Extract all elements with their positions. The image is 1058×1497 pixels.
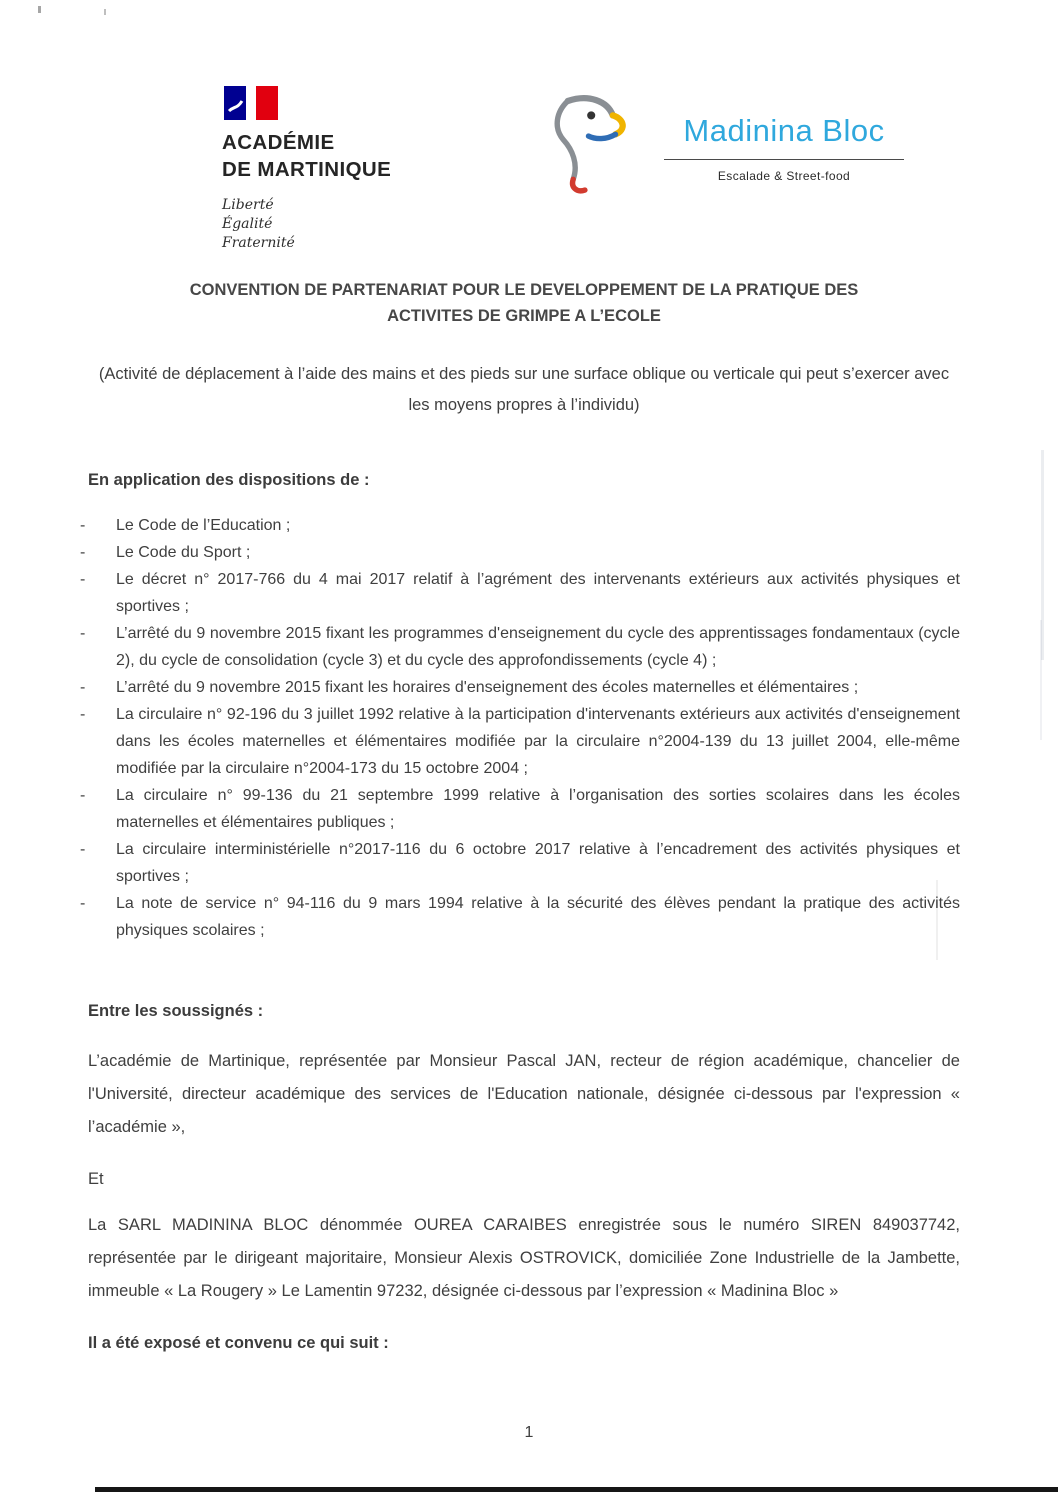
list-item-text: Le Code du Sport ; [116,544,251,561]
dash-bullet: - [80,544,86,561]
scan-artifact [936,880,938,960]
list-item-text: La circulaire n° 92-196 du 3 juillet 1992 relative à la participation d'intervenants extérieurs aux activités d'enseignement dans les écoles maternelles et élémentaires modifiée par la circulaire n°2004-139 du 13 juillet 2004, elle-même modifiée par la circulaire n°2004-173 du 15 octobre 2004 ; [116,706,960,777]
document-title-line1: CONVENTION DE PARTENARIAT POUR LE DEVELOPPEMENT DE LA PRATIQUE DES [189,281,859,299]
academie-name-line1: ACADÉMIE [222,131,335,154]
document-body [0,277,1058,1353]
list-item-text: La note de service n° 94-116 du 9 mars 1994 relative à la sécurité des élèves pendant la pratique des activités physiques scolaires ; [116,895,960,939]
scan-artifact [1040,620,1042,740]
french-flag-icon [224,86,278,120]
document-header [0,0,1058,255]
academie-name [222,129,391,183]
list-item-text: La circulaire n° 99-136 du 21 septembre 1999 relative à l’organisation des sorties scolaires dans les écoles maternelles et élémentaires publiques ; [116,787,960,831]
list-item [80,512,960,539]
dash-bullet: - [80,571,86,588]
madinina-bird-icon [538,92,630,200]
logo-divider [664,159,904,160]
list-item [80,539,960,566]
section-heading-expose: Il a été exposé et convenu ce qui suit : [88,1334,389,1352]
document-title-line2: ACTIVITES DE GRIMPE A L’ECOLE [387,307,661,325]
motto-fraternite: Fraternité [222,235,295,251]
dash-bullet: - [80,517,86,534]
dash-bullet: - [80,841,86,858]
list-item-text: La circulaire interministérielle n°2017-116 du 6 octobre 2017 relative à l’encadrement des activités physiques et sportives ; [116,841,960,885]
paragraph-sarl: La SARL MADININA BLOC dénommée OUREA CARAIBES enregistrée sous le numéro SIREN 849037742, représentée par le dirigeant majoritaire, Monsieur Alexis OSTROVICK, domiciliée Zone Industrielle de la Jambette, immeuble « La Rougery » Le Lamentin 97232, désignée ci-dessous par l’expression « Madinina Bloc » [88,1216,960,1300]
list-item [80,836,960,890]
motto-liberte: Liberté [222,197,274,213]
dash-bullet: - [80,706,86,723]
dispositions-list [80,512,960,944]
page-number: 1 [524,1424,534,1441]
list-item [80,782,960,836]
dash-bullet: - [80,787,86,804]
motto-egalite: Égalité [222,216,273,232]
madinina-bloc-logo [538,92,910,200]
section-heading-dispositions: En application des dispositions de : [88,471,370,489]
academie-motto [222,196,391,253]
madinina-tagline: Escalade & Street-food [717,169,851,183]
list-item-text: L’arrêté du 9 novembre 2015 fixant les programmes d'enseignement du cycle des apprentissages fondamentaux (cycle 2), du cycle de consolidation (cycle 3) et du cycle des approfondissements (cycle 4) ; [116,625,960,669]
document-subtitle: (Activité de déplacement à l’aide des mains et des pieds sur une surface oblique ou verticale qui peut s’exercer avec les moyens propres à l’individu) [98,365,950,414]
madinina-text-block [658,114,910,183]
paragraph-academie: L’académie de Martinique, représentée par Monsieur Pascal JAN, recteur de région académique, chancelier de l'Université, directeur académique des services de l'Education nationale, désignée ci-dessous par l'expression « l’académie », [88,1052,960,1136]
academie-name-line2: DE MARTINIQUE [222,158,392,181]
madinina-name: Madinina Bloc [683,113,885,148]
list-item [80,890,960,944]
list-item-text: Le Code de l’Education ; [116,517,291,534]
list-item-text: L’arrêté du 9 novembre 2015 fixant les horaires d'enseignement des écoles maternelles et élémentaires ; [116,679,859,696]
dash-bullet: - [80,679,86,696]
dash-bullet: - [80,895,86,912]
list-item [80,620,960,674]
scan-artifact [95,1487,1058,1492]
list-item [80,674,960,701]
et-label: Et [88,1170,104,1188]
list-item [80,701,960,782]
section-heading-soussignes: Entre les soussignés : [88,1002,264,1020]
list-item-text: Le décret n° 2017-766 du 4 mai 2017 relatif à l’agrément des intervenants extérieurs aux activités physiques et sportives ; [116,571,960,615]
academie-martinique-logo [222,86,391,253]
document-title [88,277,960,329]
list-item [80,566,960,620]
dash-bullet: - [80,625,86,642]
